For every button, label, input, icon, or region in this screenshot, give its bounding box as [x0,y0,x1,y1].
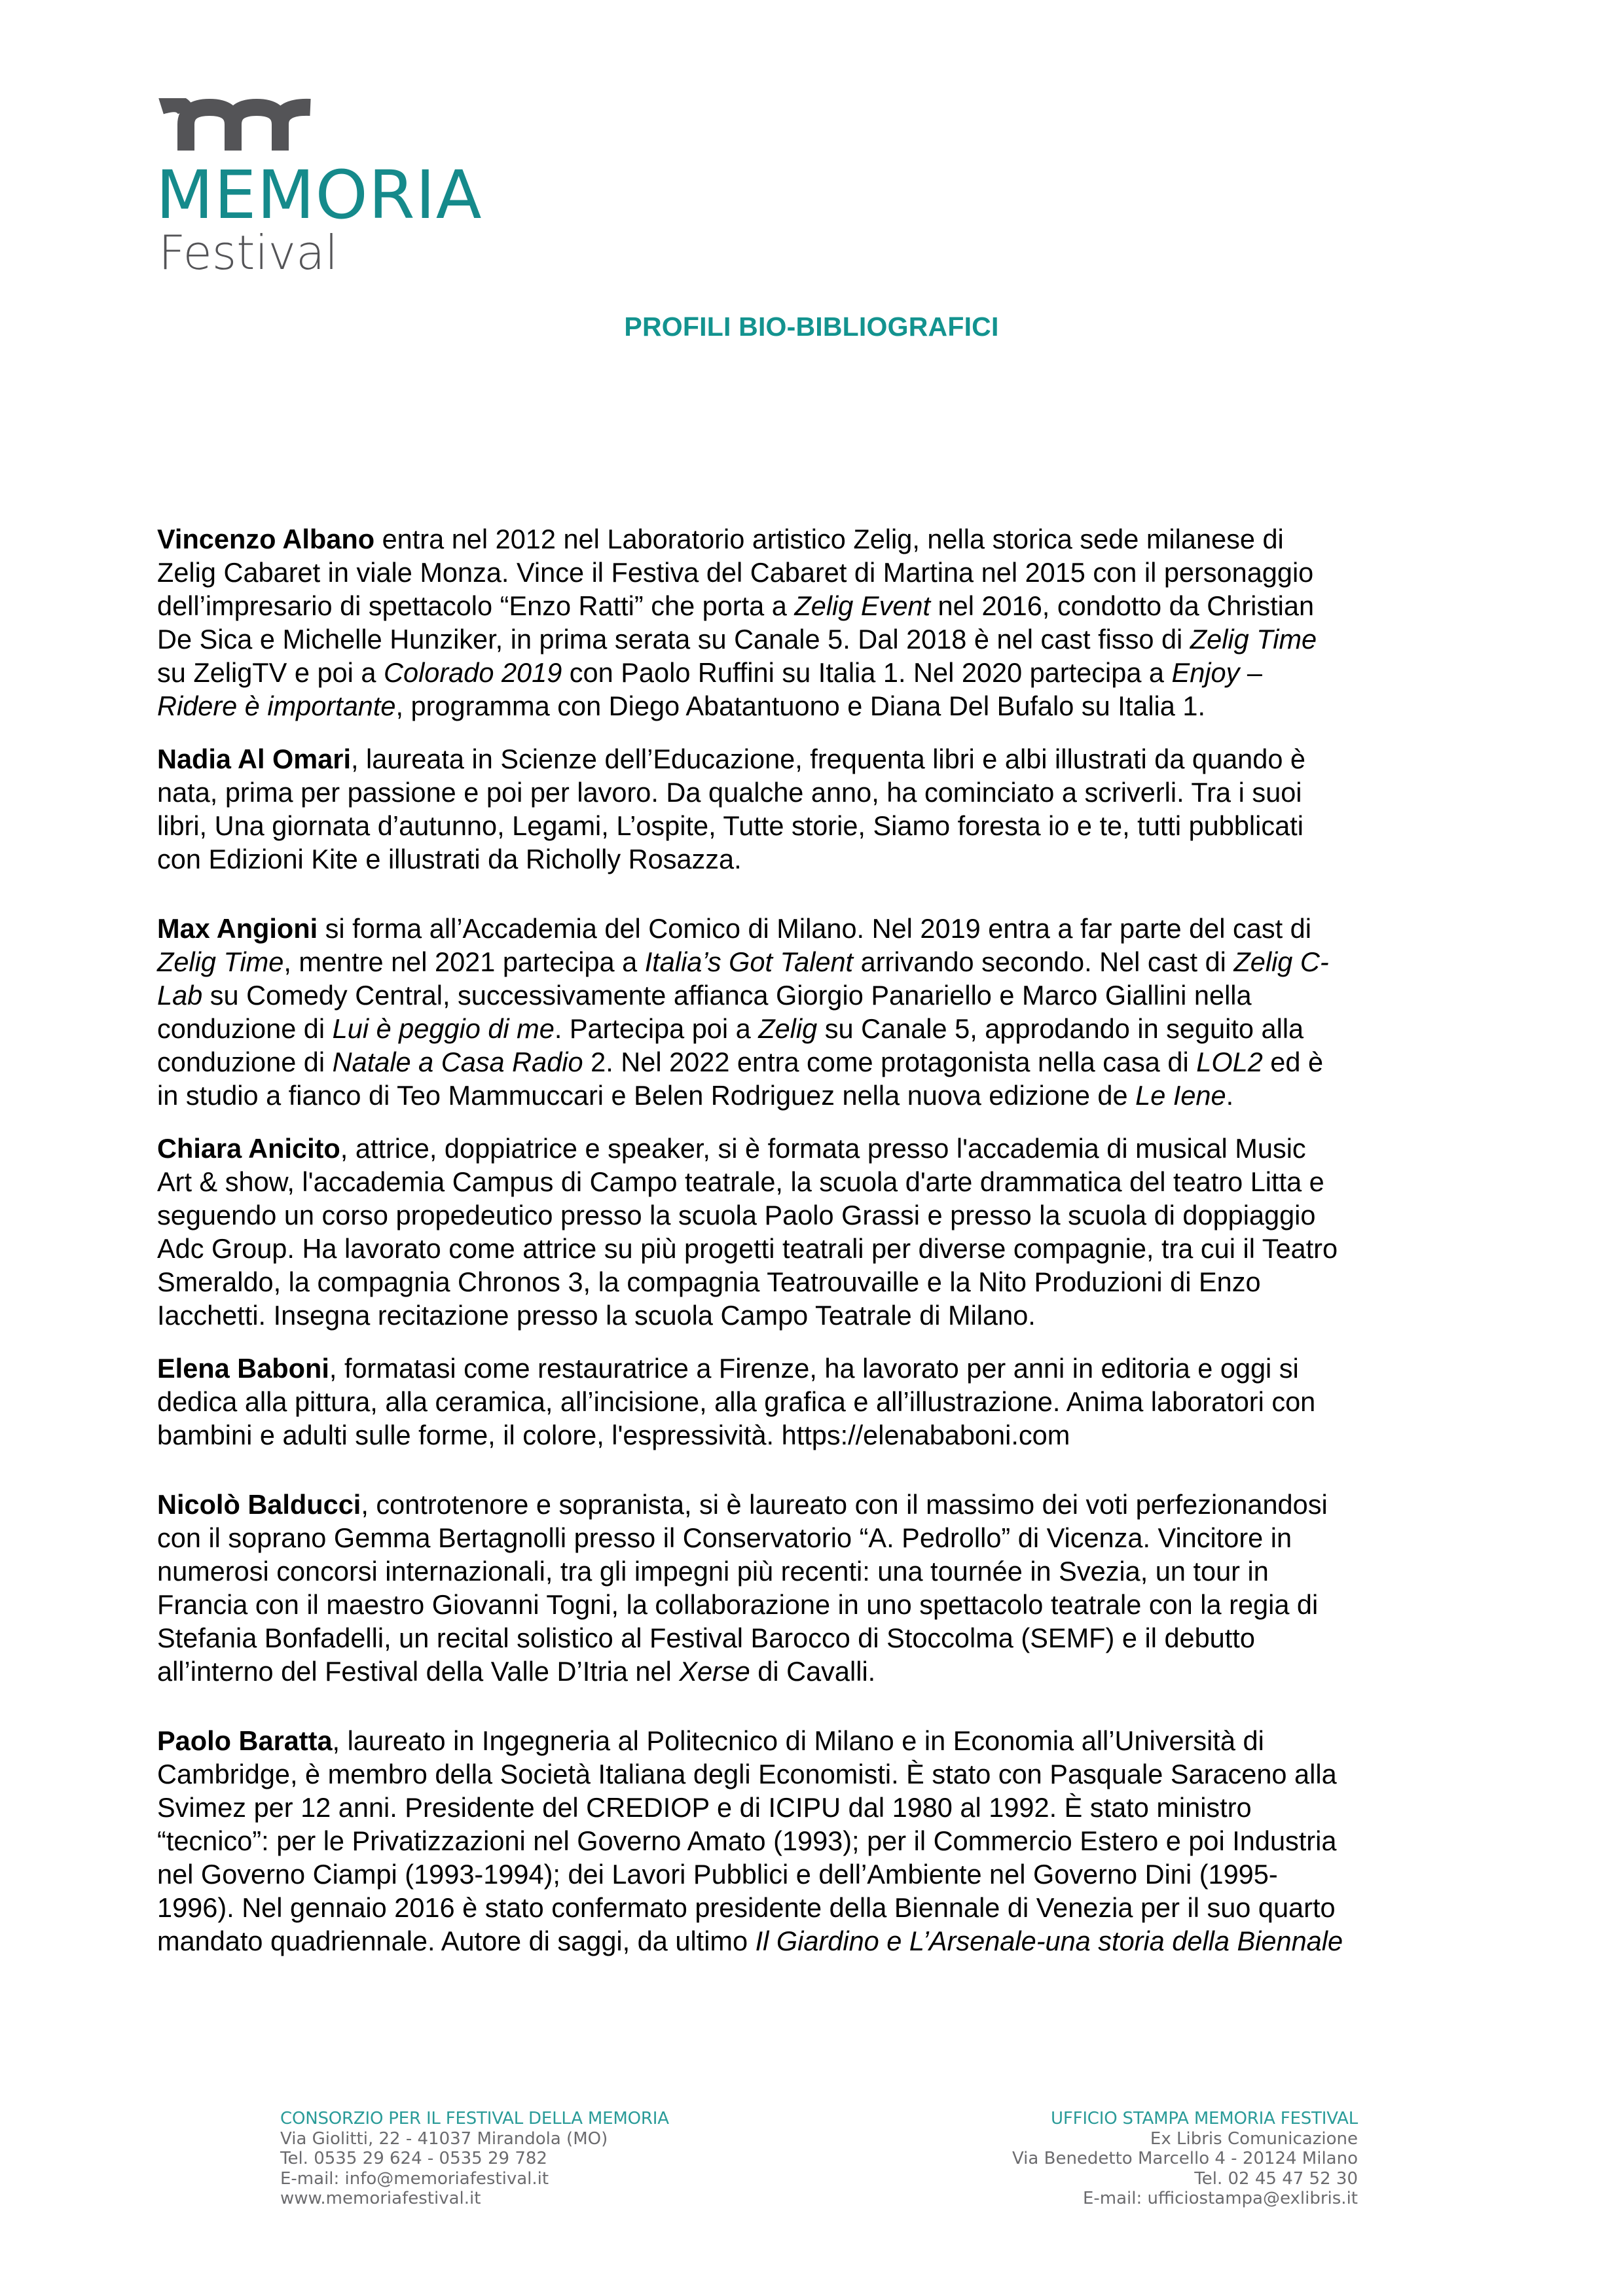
bio-line [157,589,1493,622]
bio-text: Iacchetti. Insegna recitazione presso la scuola Campo Teatrale di Milano. [157,1300,1036,1331]
bio-line [157,556,1493,589]
bio-text: Svimez per 12 anni. Presidente del CREDIOP e di ICIPU dal 1980 al 1992. È stato ministro [157,1792,1252,1823]
footer-left-phone: Tel. 0535 29 624 - 0535 29 782 [280,2149,547,2168]
footer-left-address: Via Giolitti, 22 - 41037 Mirandola (MO) [280,2128,608,2149]
bio-text: . Partecipa poi a [554,1013,759,1044]
bio-work-title: LOL2 [1196,1047,1263,1077]
bio-text: nata, prima per passione e poi per lavoro. Da qualche anno, ha cominciato a scriverli. Tra i suoi [157,777,1302,808]
footer-right-heading: UFFICIO STAMPA MEMORIA FESTIVAL [1051,2109,1358,2128]
bio-work-title: Lui è peggio di me [332,1013,555,1044]
footer-consortium-contact [280,2109,669,2209]
bio-text: , controtenore e sopranista, si è laureato con il massimo dei voti perfezionandosi [361,1489,1328,1520]
bio-text: di Cavalli. [750,1656,876,1687]
bio-line [157,656,1493,689]
bio-text: all’interno del Festival della Valle D’Itria nel [157,1656,680,1687]
bio-line [157,978,1493,1012]
bio-paragraph [157,1724,1493,1958]
bio-text: , formatasi come restauratrice a Firenze, ha lavorato per anni in editoria e oggi si [329,1353,1299,1384]
bio-work-title: Enjoy [1171,657,1240,688]
bio-line [157,1352,1493,1385]
bio-line [157,1165,1493,1198]
bio-work-title: Natale a Casa Radio [332,1047,583,1077]
bio-work-title: Ridere è importante [157,691,396,721]
bio-work-title: Le Iene [1135,1080,1226,1111]
bio-person-name: Vincenzo Albano [157,524,375,554]
bio-text: con Paolo Ruffini su Italia 1. Nel 2020 partecipa a [562,657,1172,688]
bio-line [157,1621,1493,1655]
bio-line [157,622,1493,656]
bio-person-name: Paolo Baratta [157,1725,333,1756]
bio-text: nel 2016, condotto da Christian [930,590,1315,621]
bio-line [157,742,1493,776]
bio-line [157,1655,1493,1688]
bio-person-name: Nadia Al Omari [157,744,351,774]
bio-text: conduzione di [157,1013,333,1044]
footer-right-company: Ex Libris Comunicazione [1150,2128,1358,2149]
bio-text: dedica alla pittura, alla ceramica, all’incisione, alla grafica e all’illustrazione. Anima laboratori con [157,1386,1316,1417]
bio-line [157,1554,1493,1588]
footer-left-website[interactable]: www.memoriafestival.it [280,2189,481,2208]
bio-paragraph [157,912,1493,1112]
bio-person-name: Chiara Anicito [157,1133,340,1164]
bio-line [157,1299,1493,1332]
bio-line [157,1079,1493,1112]
double-arch-mm-logo-icon [156,98,319,151]
bio-line [157,1924,1493,1958]
bio-work-title: Zelig Time [157,946,284,977]
bio-text: nel Governo Ciampi (1993-1994); dei Lavori Pubblici e dell’Ambiente nel Governo Dini (1995- [157,1859,1278,1890]
bio-text: seguendo un corso propedeutico presso la scuola Paolo Grassi e presso la scuola di doppiaggio [157,1200,1316,1230]
bio-text: conduzione di [157,1047,333,1077]
paragraph-spacer [157,876,1493,912]
bio-line [157,1857,1493,1891]
bio-text: libri, Una giornata d’autunno, Legami, L’ospite, Tutte storie, Siamo foresta io e te, tutti pubblicati [157,810,1304,841]
paragraph-spacer [157,1112,1493,1132]
footer-left-email[interactable]: E-mail: info@memoriafestival.it [280,2168,549,2189]
bio-line [157,1045,1493,1079]
paragraph-spacer [157,1332,1493,1352]
bio-line [157,1891,1493,1924]
bio-text: – [1239,657,1262,688]
footer-right-address: Via Benedetto Marcello 4 - 20124 Milano [1012,2149,1358,2168]
bio-paragraph [157,522,1493,723]
bio-line [157,1588,1493,1621]
bio-text: su Canale 5, approdando in seguito alla [817,1013,1304,1044]
bio-work-title: Zelig Time [1190,624,1317,655]
logo-subtitle: Festival [158,225,338,280]
bio-work-title: Colorado 2019 [384,657,562,688]
bio-line [157,1757,1493,1791]
bio-line [157,809,1493,842]
bio-paragraph [157,1132,1493,1332]
bio-line [157,1418,1493,1452]
bio-text: Art & show, l'accademia Campus di Campo teatrale, la scuola d'arte drammatica del teatro Litta e [157,1166,1324,1197]
bio-text: in studio a fianco di Teo Mammuccari e Belen Rodriguez nella nuova edizione de [157,1080,1136,1111]
bio-text: , mentre nel 2021 partecipa a [283,946,645,977]
bio-text: mandato quadriennale. Autore di saggi, da ultimo [157,1926,756,1956]
bio-line [157,1012,1493,1045]
bio-line [157,1521,1493,1554]
bio-line [157,1198,1493,1232]
bio-line [157,945,1493,978]
bio-line [157,1132,1493,1165]
bio-text: ed è [1262,1047,1324,1077]
bio-line [157,1265,1493,1299]
footer-right-phone: Tel. 02 45 47 52 30 [1194,2168,1358,2189]
bio-text: con il soprano Gemma Bertagnolli presso il Conservatorio “A. Pedrollo” di Vicenza. Vincitore in [157,1522,1292,1553]
bio-text: arrivando secondo. Nel cast di [853,946,1234,977]
footer-press-office-contact [1012,2109,1358,2209]
bio-line [157,1488,1493,1521]
bio-line [157,842,1493,876]
bio-line [157,1824,1493,1857]
paragraph-spacer [157,1688,1493,1724]
document-title: PROFILI BIO-BIBLIOGRAFICI [624,312,999,342]
bio-work-title: Xerse [679,1656,750,1687]
bio-text: , laureato in Ingegneria al Politecnico di Milano e in Economia all’Università di [332,1725,1264,1756]
footer-left-heading: CONSORZIO PER IL FESTIVAL DELLA MEMORIA [280,2109,669,2128]
bio-line [157,776,1493,809]
bio-work-title: Zelig C- [1233,946,1329,977]
bio-text: su ZeligTV e poi a [157,657,384,688]
bio-person-name: Max Angioni [157,913,318,944]
bio-text: Adc Group. Ha lavorato come attrice su più progetti teatrali per diverse compagnie, tra cui il Teatro [157,1233,1338,1264]
bio-text: si forma all’Accademia del Comico di Milano. Nel 2019 entra a far parte del cast di [318,913,1311,944]
footer-right-email[interactable]: E-mail: ufficiostampa@exlibris.it [1082,2189,1358,2208]
memoria-festival-logo [156,98,496,280]
bio-line [157,1232,1493,1265]
bio-line [157,1724,1493,1757]
bio-work-title: Zelig Event [794,590,931,621]
bio-work-title: Il Giardino e L’Arsenale-una storia della Biennale [755,1926,1343,1956]
bio-text: Smeraldo, la compagnia Chronos 3, la compagnia Teatrouvaille e la Nito Produzioni di Enzo [157,1266,1261,1297]
bio-text: Stefania Bonfadelli, un recital solistico al Festival Barocco di Stoccolma (SEMF) e il debutto [157,1623,1255,1653]
paragraph-spacer [157,1452,1493,1488]
logo-wordmark: MEMORIA [156,156,483,234]
bio-line [157,912,1493,945]
bio-paragraph [157,1488,1493,1688]
bio-person-name: Elena Baboni [157,1353,329,1384]
bio-text: dell’impresario di spettacolo “Enzo Ratti” che porta a [157,590,795,621]
bio-text: entra nel 2012 nel Laboratorio artistico Zelig, nella storica sede milanese di [374,524,1284,554]
bio-text: , programma con Diego Abatantuono e Diana Del Bufalo su Italia 1. [395,691,1205,721]
bio-work-title: Italia’s Got Talent [644,946,854,977]
bio-person-name: Nicolò Balducci [157,1489,361,1520]
paragraph-spacer [157,723,1493,742]
bio-text: 2. Nel 2022 entra come protagonista nella casa di [583,1047,1197,1077]
bio-paragraph [157,742,1493,876]
bio-list [157,522,1493,1958]
bio-text: Francia con il maestro Giovanni Togni, la collaborazione in uno spettacolo teatrale con la regia di [157,1589,1319,1620]
bio-text: De Sica e Michelle Hunziker, in prima serata su Canale 5. Dal 2018 è nel cast fisso di [157,624,1190,655]
bio-text: Cambridge, è membro della Società Italiana degli Economisti. È stato con Pasquale Saraceno alla [157,1759,1337,1789]
bio-paragraph [157,1352,1493,1452]
bio-text: , attrice, doppiatrice e speaker, si è formata presso l'accademia di musical Music [340,1133,1306,1164]
bio-text: su Comedy Central, successivamente affianca Giorgio Panariello e Marco Giallini nella [202,980,1252,1011]
bio-line [157,1791,1493,1824]
bio-text: “tecnico”: per le Privatizzazioni nel Governo Amato (1993); per il Commercio Estero e poi Industria [157,1825,1337,1856]
bio-work-title: Zelig [758,1013,818,1044]
bio-text: 1996). Nel gennaio 2016 è stato confermato presidente della Biennale di Venezia per il suo quarto [157,1892,1336,1923]
bio-text[interactable]: bambini e adulti sulle forme, il colore, l'espressività. https://elenababoni.com [157,1420,1070,1450]
bio-text: . [1226,1080,1234,1111]
bio-line [157,522,1493,556]
bio-text: con Edizioni Kite e illustrati da Richolly Rosazza. [157,844,742,874]
bio-line [157,689,1493,723]
bio-text: Zelig Cabaret in viale Monza. Vince il Festiva del Cabaret di Martina nel 2015 con il personaggio [157,557,1314,588]
bio-line [157,1385,1493,1418]
bio-work-title: Lab [157,980,203,1011]
bio-text: , laureata in Scienze dell’Educazione, frequenta libri e albi illustrati da quando è [350,744,1306,774]
bio-text: numerosi concorsi internazionali, tra gli impegni più recenti: una tournée in Svezia, un tour in [157,1556,1269,1587]
